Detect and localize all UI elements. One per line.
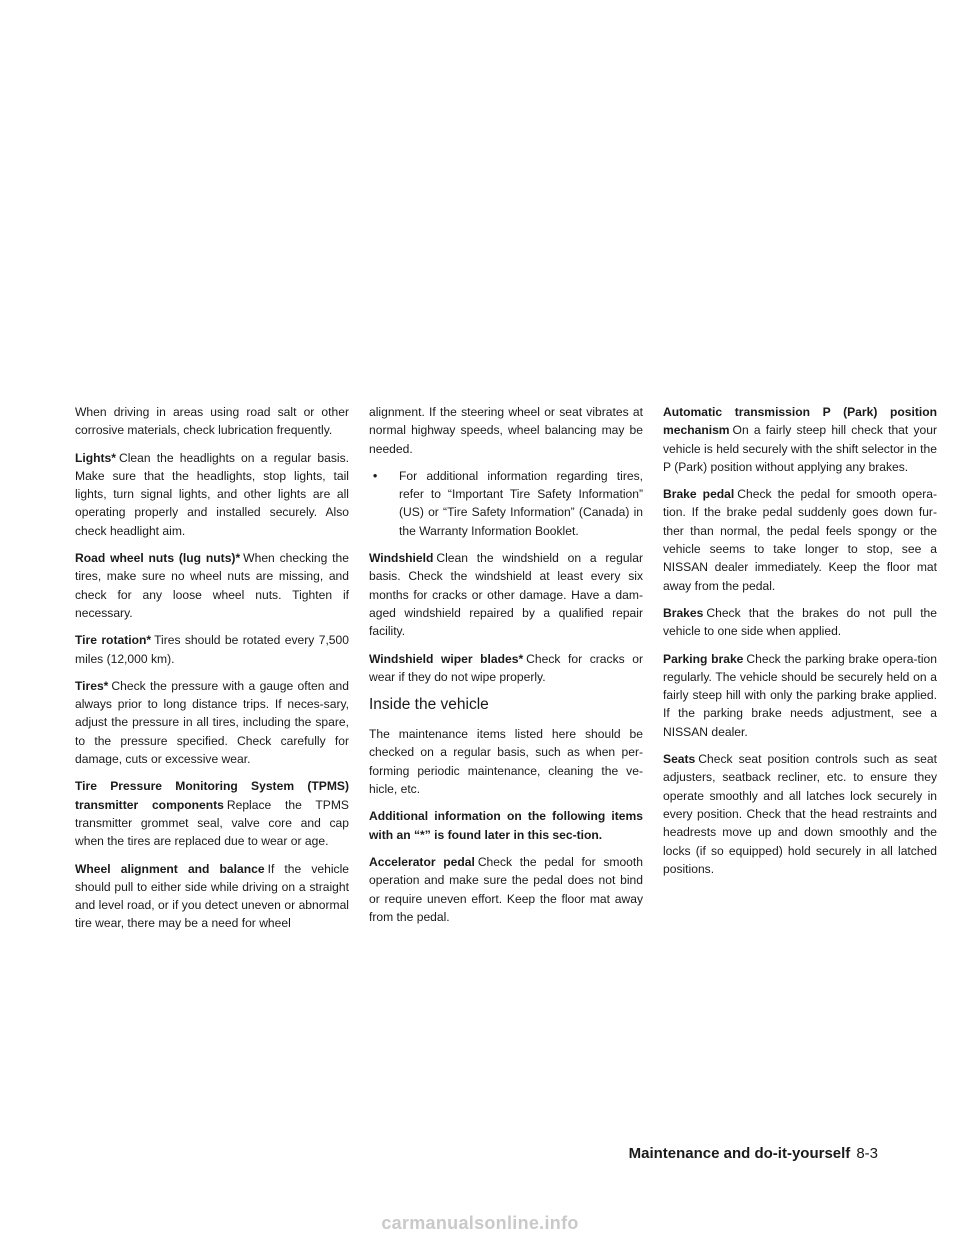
item-seats xyxy=(663,750,937,878)
item-text: Check the pedal for smooth operation and make sure the pedal does not bind or require uneven effort. Keep the floor mat away from the pedal. xyxy=(369,854,643,924)
column-3 xyxy=(663,403,937,878)
column-1 xyxy=(75,403,349,933)
item-text: Check the parking brake opera-tion regularly. The vehicle should be securely held on a fairly steep hill with only the parking brake applied. If the parking brake needs adjustment, see a NISSAN dealer. xyxy=(663,651,938,739)
item-term: Windshield xyxy=(369,551,434,566)
item-term: Windshield wiper blades* xyxy=(369,651,524,666)
item-text: When checking the tires, make sure no wheel nuts are missing, and check for any loose wheel nuts. Tighten if necessary. xyxy=(75,551,349,620)
item-text: Check for cracks or wear if they do not wipe properly. xyxy=(369,651,644,684)
item-term: Tire Pressure Monitoring System (TPMS) transmitter components xyxy=(75,779,349,812)
item-term: Road wheel nuts (lug nuts)* xyxy=(75,551,241,566)
item-text: Replace the TPMS transmitter grommet seal, valve core and cap when the tires are replaced due to wear or age. xyxy=(75,797,349,849)
item-tires xyxy=(75,677,349,768)
item-term: Brakes xyxy=(663,605,704,620)
page-footer xyxy=(629,1145,878,1162)
item-term: Parking brake xyxy=(663,651,744,666)
item-wheel-alignment xyxy=(75,860,349,933)
item-term: Accelerator pedal xyxy=(369,854,475,869)
item-text: Tires should be rotated every 7,500 miles (12,000 km). xyxy=(75,633,349,666)
item-text: Clean the headlights on a regular basis. Make sure that the headlights, stop lights, tail lights, turn signal lights, and other lights are all operating properly and installed securely. Also check headlight aim. xyxy=(75,450,349,538)
column-2 xyxy=(369,403,643,926)
bullet-icon: • xyxy=(373,468,378,483)
item-road-wheel-nuts xyxy=(75,549,349,622)
section-intro: The maintenance items listed here should be checked on a regular basis, such as when per-forming periodic maintenance, cleaning the ve-hicle, etc. xyxy=(369,727,643,797)
continuation-paragraph: alignment. If the steering wheel or seat vibrates at normal highway speeds, wheel balancing may be needed. xyxy=(369,405,643,456)
item-term: Seats xyxy=(663,752,696,767)
item-windshield xyxy=(369,549,643,640)
section-heading: Inside the vehicle xyxy=(369,696,489,714)
item-tire-rotation xyxy=(75,631,349,668)
item-accelerator-pedal xyxy=(369,853,643,926)
item-term: Automatic transmission P (Park) position mechanism xyxy=(663,405,937,438)
item-tpms xyxy=(75,777,349,850)
bullet-item xyxy=(369,467,643,540)
watermark: carmanualsonline.info xyxy=(381,1213,579,1233)
bold-note: Additional information on the following items with an “*” is found later in this sec-tion. xyxy=(369,809,643,842)
item-wiper-blades xyxy=(369,650,643,687)
item-text: On a fairly steep hill check that your vehicle is held securely with the shift selector in the P (Park) position without applying any brakes. xyxy=(663,423,937,474)
item-text: Clean the windshield on a regular basis. Check the windshield at least every six months for cracks or other damage. Have a dam-aged windshield repaired by a qualified repair facility. xyxy=(369,551,643,639)
item-term: Lights* xyxy=(75,450,116,465)
item-term: Wheel alignment and balance xyxy=(75,861,265,876)
item-parking-brake xyxy=(663,650,937,741)
item-text: Check seat position controls such as seat adjusters, seatback recliner, etc. to ensure they operate smoothly and all latches lock securely in every position. Check that the head restraints and headrests move up and down smoothly and the locks (if so equipped) hold securely in all latched positions. xyxy=(663,752,937,876)
item-text: Check the pressure with a gauge often and always prior to long distance trips. If neces-sary, adjust the pressure in all tires, including the spare, to the pressure specified. Check carefully for damage, cuts or excessive wear. xyxy=(75,678,349,767)
item-term: Tires* xyxy=(75,678,109,693)
bullet-text: For additional information regarding tires, refer to “Important Tire Safety Information” (US) or “Tire Safety Information” (Canada) in the Warranty Information Booklet. xyxy=(399,468,643,538)
item-brake-pedal xyxy=(663,485,937,595)
item-text: Check that the brakes do not pull the vehicle to one side when applied. xyxy=(663,605,937,639)
page-number: 8-3 xyxy=(856,1145,878,1162)
item-term: Brake pedal xyxy=(663,487,735,502)
item-text: Check the pedal for smooth opera-tion. If the brake pedal suddenly goes down fur-ther than normal, the pedal feels spongy or the vehicle seems to take longer to stop, see a NISSAN dealer immediately. Keep the floor mat away from the pedal. xyxy=(663,487,937,593)
item-brakes xyxy=(663,604,937,641)
item-lights xyxy=(75,449,349,540)
item-term: Tire rotation* xyxy=(75,633,152,648)
footer-section-title: Maintenance and do-it-yourself xyxy=(628,1145,851,1162)
intro-paragraph: When driving in areas using road salt or other corrosive materials, check lubrication frequently. xyxy=(75,405,349,438)
item-text: If the vehicle should pull to either side while driving on a straight and level road, or if you detect uneven or abnormal tire wear, there may be a need for wheel xyxy=(75,861,349,931)
item-park-mechanism xyxy=(663,403,937,476)
